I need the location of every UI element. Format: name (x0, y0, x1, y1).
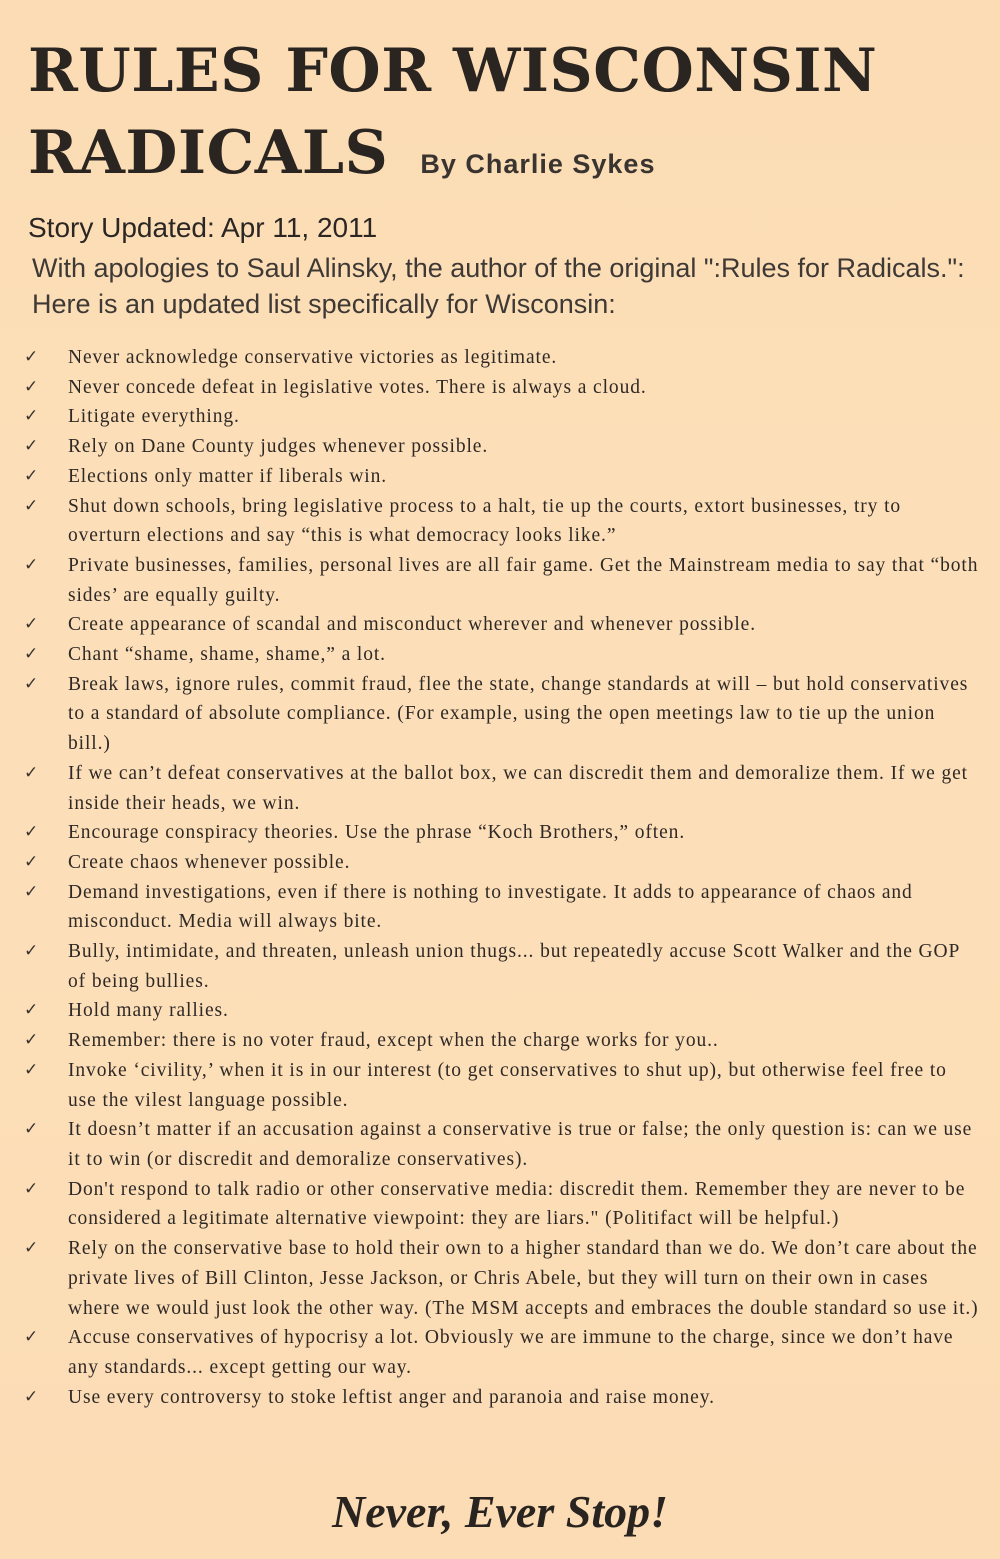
rule-item (20, 1383, 980, 1413)
rule-text: Never acknowledge conservative victories as legitimate. (68, 347, 558, 368)
checkmark-icon: ✓ (24, 376, 40, 397)
rule-text: Accuse conservatives of hypocrisy a lot. Obviously we are immune to the charge, since we don’t have any standards... except getting our way. (68, 1327, 954, 1378)
rule-text: It doesn’t matter if an accusation against a conservative is true or false; the only question is: can we use it to win (or discredit and demoralize conservatives). (68, 1119, 973, 1170)
rule-item (20, 670, 980, 759)
headline (28, 30, 877, 205)
rules-list (20, 343, 980, 1412)
rule-text: Bully, intimidate, and threaten, unleash union thugs... but repeatedly accuse Scott Walker and the GOP of being bullies. (68, 941, 960, 992)
rule-text: Never concede defeat in legislative votes. There is always a cloud. (68, 376, 647, 398)
byline: By Charlie Sykes (420, 149, 656, 179)
closing-slogan: Never, Ever Stop! (331, 1486, 668, 1537)
headline-line-1: RULES FOR WISCONSIN (28, 36, 878, 106)
rule-item (20, 818, 980, 848)
rule-text: Shut down schools, bring legislative process to a halt, tie up the courts, extort businesses, try to overturn elections and say “this is what democracy looks like.” (68, 495, 902, 547)
rule-item (20, 937, 980, 996)
rule-item (20, 1056, 980, 1115)
checkmark-icon: ✓ (24, 822, 40, 843)
rule-item (20, 878, 980, 937)
rule-item (20, 1115, 980, 1174)
checkmark-icon: ✓ (24, 673, 40, 694)
rule-text: Break laws, ignore rules, commit fraud, flee the state, change standards at will – but hold conservatives to a standard of absolute compliance. (For example, using the open meetings law to tie up the union bill.) (68, 673, 969, 755)
rule-item (20, 343, 980, 373)
checkmark-icon: ✓ (24, 554, 40, 575)
story-updated-date: Story Updated: Apr 11, 2011 (28, 212, 378, 243)
rule-item (20, 1323, 980, 1382)
checkmark-icon: ✓ (24, 762, 40, 783)
checkmark-icon: ✓ (24, 347, 40, 367)
headline-line-2: RADICALS (28, 118, 389, 188)
rule-text: Use every controversy to stoke leftist anger and paranoia and raise money. (68, 1386, 715, 1408)
checkmark-icon: ✓ (24, 436, 40, 457)
rule-text: Create appearance of scandal and misconduct wherever and whenever possible. (68, 614, 756, 636)
rule-text: Private businesses, families, personal lives are all fair game. Get the Mainstream media to say that “both sides’ are equally guilty. (68, 554, 979, 606)
checkmark-icon: ✓ (24, 406, 40, 427)
checkmark-icon: ✓ (24, 614, 40, 635)
rule-item (20, 402, 980, 432)
checkmark-icon: ✓ (24, 644, 40, 665)
headline-line-2-row (28, 112, 877, 205)
rule-text: If we can’t defeat conservatives at the ballot box, we can discredit them and demoralize them. If we get inside their heads, we win. (68, 762, 968, 814)
rule-item (20, 996, 980, 1026)
rule-text: Rely on the conservative base to hold their own to a higher standard than we do. We don’t care about the private lives of Bill Clinton, Jesse Jackson, or Chris Abele, but they will turn on their own in cases where we would just look the other way. (The MSM accepts and embraces the double standard so use it.) (68, 1238, 979, 1319)
rule-item (20, 610, 980, 640)
checkmark-icon: ✓ (24, 1030, 40, 1051)
checkmark-icon: ✓ (24, 881, 40, 902)
rule-text: Chant “shame, shame, shame,” a lot. (68, 644, 386, 666)
checkmark-icon: ✓ (24, 1059, 40, 1080)
checkmark-icon: ✓ (24, 941, 40, 962)
checkmark-icon: ✓ (24, 1238, 40, 1259)
rule-item (20, 462, 980, 492)
rule-text: Litigate everything. (68, 406, 240, 428)
rule-text: Demand investigations, even if there is nothing to investigate. It adds to appearance of chaos and misconduct. Media will always bite. (68, 881, 913, 933)
checkmark-icon: ✓ (24, 495, 40, 516)
rule-text: Rely on Dane County judges whenever possible. (68, 436, 489, 458)
intro-paragraph: With apologies to Saul Alinsky, the author of the original ":Rules for Radicals.": Here is an updated list specifically for Wisconsin: (32, 253, 965, 319)
rule-item (20, 551, 980, 610)
checkmark-icon: ✓ (24, 1000, 40, 1021)
rule-text: Don't respond to talk radio or other conservative media: discredit them. Remember they are never to be considered a legitimate alternative viewpoint: they are liars." (Politifact will be helpful.) (68, 1178, 966, 1230)
rule-item (20, 1026, 980, 1056)
rule-item (20, 432, 980, 462)
rule-text: Encourage conspiracy theories. Use the phrase “Koch Brothers,” often. (68, 822, 686, 844)
rule-item (20, 492, 980, 551)
checkmark-icon: ✓ (24, 1178, 40, 1199)
rule-item (20, 1175, 980, 1234)
checkmark-icon: ✓ (24, 851, 40, 872)
checkmark-icon: ✓ (24, 1119, 40, 1140)
rule-item (20, 759, 980, 818)
rule-text: Remember: there is no voter fraud, except when the charge works for you.. (68, 1030, 719, 1052)
rule-item (20, 1234, 980, 1323)
rule-text: Hold many rallies. (68, 1000, 229, 1022)
checkmark-icon: ✓ (24, 465, 40, 486)
checkmark-icon: ✓ (24, 1327, 40, 1348)
rule-text: Create chaos whenever possible. (68, 851, 351, 873)
checkmark-icon: ✓ (24, 1386, 40, 1407)
rule-text: Invoke ‘civility,’ when it is in our interest (to get conservatives to shut up), but otherwise feel free to use the vilest language possible. (68, 1059, 947, 1111)
rule-item (20, 640, 980, 670)
rule-text: Elections only matter if liberals win. (68, 465, 388, 487)
rule-item (20, 848, 980, 878)
rule-item (20, 373, 980, 403)
